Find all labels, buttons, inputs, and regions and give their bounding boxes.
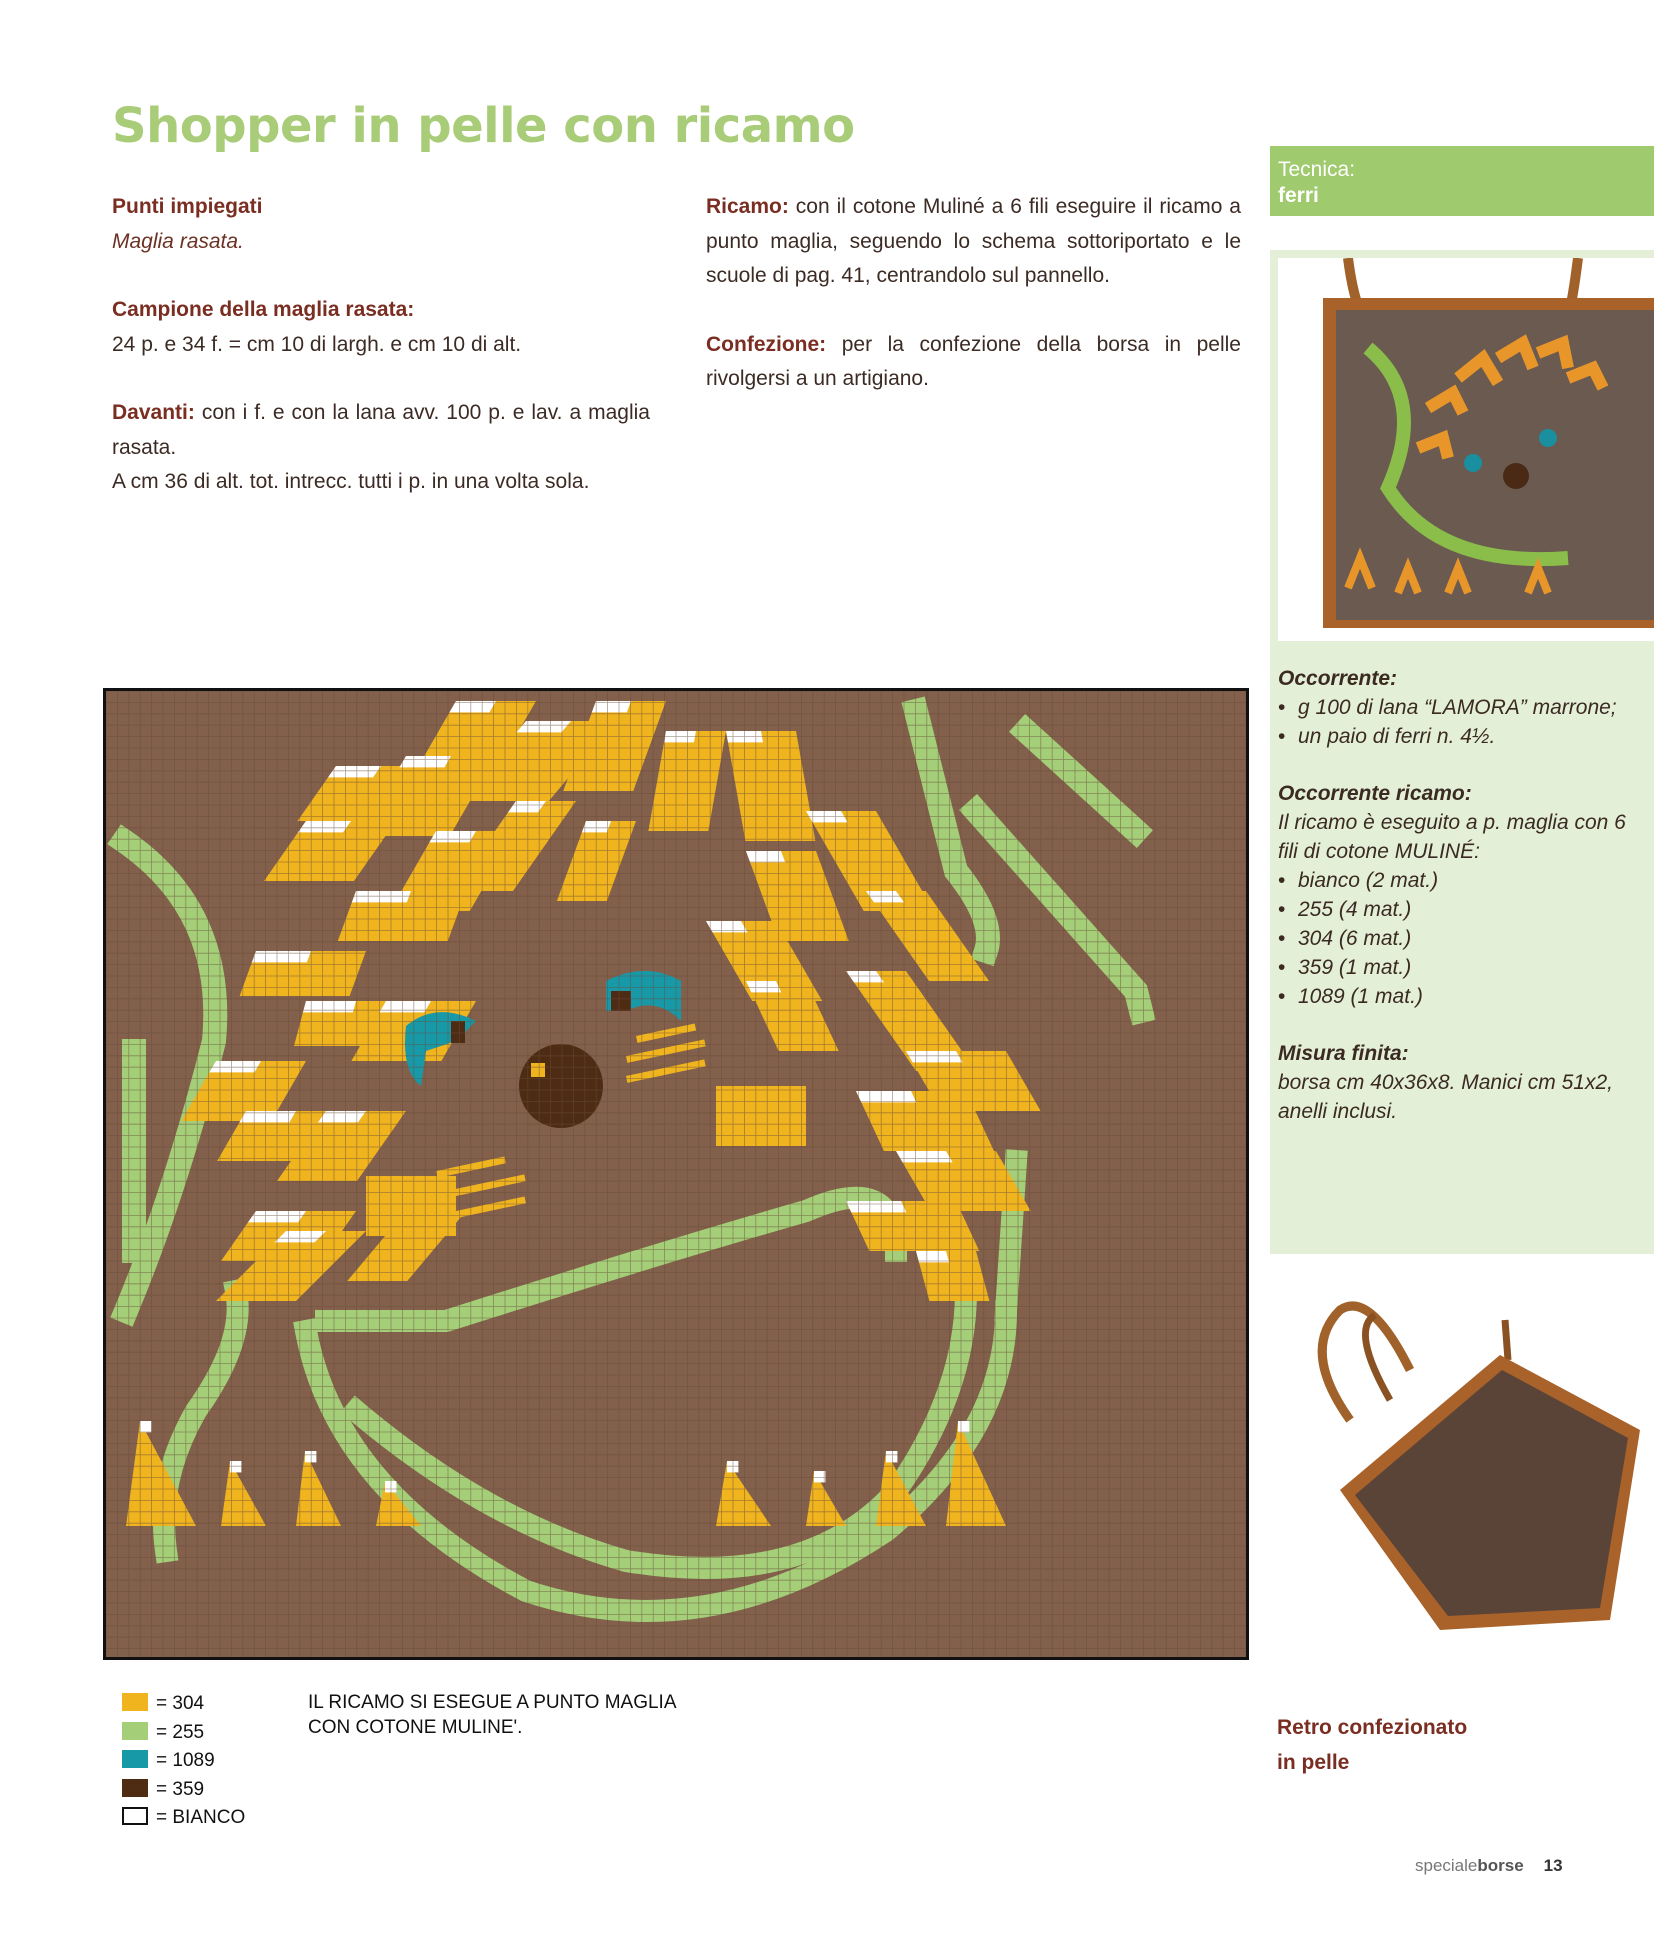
legend-item	[122, 1776, 245, 1805]
embroidery-chart	[103, 688, 1249, 1660]
legend-swatch-bianco	[122, 1807, 148, 1825]
white-stitch	[140, 1421, 151, 1432]
punti-heading: Punti impiegati	[112, 195, 263, 218]
white-stitch	[814, 1471, 825, 1482]
tecnica-banner	[1270, 146, 1654, 216]
legend-swatch-1089	[122, 1750, 148, 1768]
stitch-grid	[106, 691, 1246, 1657]
whisker	[456, 1196, 526, 1217]
ricamo-heading: Ricamo:	[706, 195, 789, 218]
tecnica-label: Tecnica:	[1278, 158, 1356, 181]
occorrente-item: • un paio di ferri n. 4½.	[1298, 722, 1638, 751]
instructions-right-column	[706, 190, 1241, 431]
retro-caption-line: Retro confezionato	[1277, 1716, 1468, 1739]
footer-borse: borse	[1477, 1856, 1524, 1875]
tecnica-value: ferri	[1278, 184, 1319, 207]
chart-legend	[122, 1690, 245, 1833]
ricamo-item: • 1089 (1 mat.)	[1298, 982, 1638, 1011]
page-footer	[1415, 1856, 1563, 1876]
confezione-text: per la confezione della borsa in pelle rivolgersi a un artigiano.	[706, 332, 1241, 390]
retro-caption-line: in pelle	[1277, 1751, 1350, 1774]
materials-info	[1278, 664, 1638, 1126]
legend-swatch-255	[122, 1722, 148, 1740]
campione-heading: Campione della maglia rasata:	[112, 298, 415, 321]
bag-front-photo	[1278, 258, 1654, 641]
legend-item	[122, 1719, 245, 1748]
embroidery-chart-svg	[106, 691, 1246, 1657]
yellow-quill	[746, 981, 839, 1051]
yellow-quill	[846, 1201, 979, 1251]
legend-item	[122, 1690, 245, 1719]
chart-note-line: IL RICAMO SI ESEGUE A PUNTO MAGLIA	[308, 1692, 677, 1713]
legend-label: = 359	[156, 1778, 205, 1800]
ricamo-text: con il cotone Muliné a 6 fili eseguire il ricamo a punto maglia, seguendo lo schema sottoriportato e le scuole di pag. 41, centrandolo sul pannello.	[706, 195, 1241, 287]
instructions-left-column	[112, 190, 650, 534]
yellow-flame	[806, 1471, 846, 1526]
occorrente-item: • g 100 di lana “LAMORA” marrone;	[1298, 693, 1638, 722]
legend-label: = 304	[156, 1693, 205, 1714]
whisker	[626, 1059, 706, 1082]
ricamo-item: • 359 (1 mat.)	[1298, 953, 1638, 982]
footer-speciale: speciale	[1415, 1856, 1478, 1875]
confezione-heading: Confezione:	[706, 332, 827, 356]
yellow-paw	[716, 1086, 806, 1146]
page-title: Shopper in pelle con ricamo	[112, 98, 855, 154]
chart-note-line: CON COTONE MULINE'.	[308, 1717, 523, 1738]
white-stitch	[958, 1421, 969, 1432]
campione-text: 24 p. e 34 f. = cm 10 di largh. e cm 10 di alt.	[112, 332, 522, 356]
whisker	[626, 1039, 706, 1062]
right-pupil	[611, 991, 631, 1011]
davanti-text-2: A cm 36 di alt. tot. intrecc. tutti i p. in una volta sola.	[112, 470, 590, 493]
davanti-text: con i f. e con la lana avv. 100 p. e lav. a maglia rasata.	[112, 401, 650, 459]
legend-swatch-304	[122, 1693, 148, 1711]
misura-text: borsa cm 40x36x8. Manici cm 51x2, anelli inclusi.	[1278, 1071, 1613, 1123]
punti-text: Maglia rasata.	[112, 229, 244, 253]
yellow-flame	[716, 1461, 771, 1526]
davanti-heading: Davanti:	[112, 401, 195, 424]
left-pupil	[451, 1021, 465, 1043]
misura-heading: Misura finita:	[1278, 1042, 1409, 1065]
yellow-quill	[726, 731, 815, 841]
white-stitch	[886, 1451, 897, 1462]
legend-item	[122, 1804, 245, 1833]
ricamo-item: • bianco (2 mat.)	[1298, 866, 1638, 895]
ricamo-item: • 304 (6 mat.)	[1298, 924, 1638, 953]
occorrente-heading: Occorrente:	[1278, 667, 1398, 690]
nose-highlight	[531, 1063, 545, 1077]
nose	[519, 1044, 603, 1128]
legend-label: = 255	[156, 1721, 205, 1743]
white-stitch	[305, 1451, 316, 1462]
chart-note	[308, 1690, 677, 1740]
legend-item	[122, 1747, 245, 1776]
green-vine	[976, 811, 1141, 1011]
yellow-quill	[240, 951, 366, 996]
ricamo-materials-text: Il ricamo è eseguito a p. maglia con 6 fili di cotone MULINÉ:	[1278, 811, 1626, 863]
ricamo-materials-heading: Occorrente ricamo:	[1278, 782, 1472, 805]
yellow-flame	[221, 1461, 266, 1526]
legend-label: = BIANCO	[156, 1807, 246, 1828]
legend-label: = 1089	[156, 1750, 215, 1771]
page-number: 13	[1543, 1856, 1563, 1875]
whisker	[446, 1174, 526, 1197]
retro-caption	[1277, 1710, 1467, 1780]
legend-swatch-359	[122, 1779, 148, 1797]
ricamo-item: • 255 (4 mat.)	[1298, 895, 1638, 924]
bag-back-photo	[1280, 1290, 1654, 1650]
